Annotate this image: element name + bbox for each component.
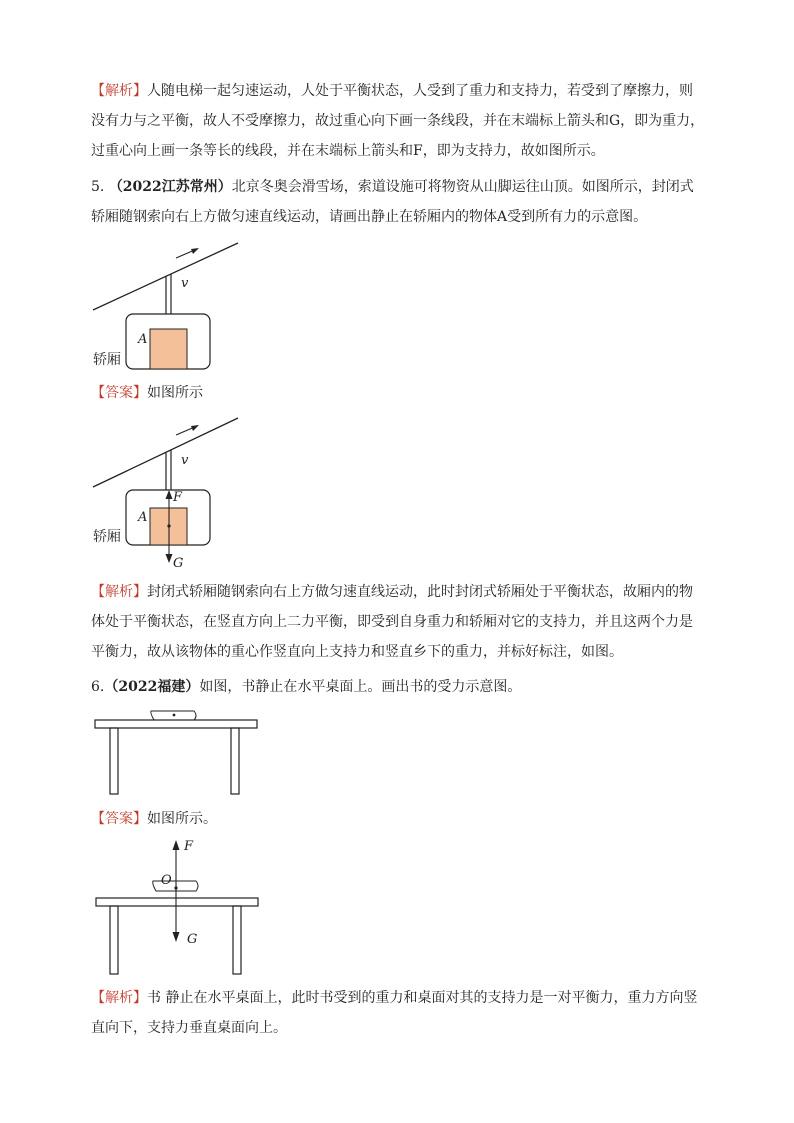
analysis-text: 书 静止在水平桌面上，此时书受到的重力和桌面对其的支持力是一对平衡力，重力方向竖直向下，支持力垂直桌面向上。 <box>91 990 698 1036</box>
analysis-tag: 【解析】 <box>91 584 147 600</box>
q6-analysis <box>91 983 706 1043</box>
question-source: （2022江苏常州） <box>108 179 232 195</box>
force-up-label: F <box>184 839 194 854</box>
analysis-text: 人随电梯一起匀速运动，人处于平衡状态，人受到了重力和支持力，若受到了摩擦力，则没有力与之平衡，故人不受摩擦力，故过重心向下画一条线段，并在末端标上箭头和G，即为重力，过重心向上画一条等长的线段，并在末端标上箭头和F，即为支持力，故如图所示。 <box>91 83 705 159</box>
question-text: 如图，书静止在水平桌面上。画出书的受力示意图。 <box>199 679 522 695</box>
table-leg-right <box>233 906 241 974</box>
book <box>153 881 198 891</box>
force-up-arrowhead <box>173 840 180 850</box>
table-top <box>96 898 258 906</box>
force-down-arrowhead <box>173 932 180 942</box>
answer-text: 如图所示 <box>147 385 203 401</box>
car-label: 轿厢 <box>93 529 121 545</box>
point-label: O <box>161 873 172 888</box>
question-text: 北京冬奥会滑雪场，索道设施可将物资从山脚运往山顶。如图所示，封闭式轿厢随钢索向右上方做匀速直线运动，请画出静止在轿厢内的物体A受到所有力的示意图。 <box>91 179 694 225</box>
analysis-tag: 【解析】 <box>91 83 147 99</box>
question-source: （2022福建） <box>104 679 200 695</box>
block-label: A <box>138 332 148 347</box>
velocity-label: v <box>181 453 189 468</box>
question-number: 6. <box>91 679 105 695</box>
answer-tag: 【答案】 <box>91 811 147 827</box>
table-leg-left <box>110 906 118 974</box>
force-up-label: F <box>173 490 183 505</box>
force-down-label: G <box>187 932 198 947</box>
force-down-label: G <box>173 556 184 571</box>
block-label: A <box>138 510 148 525</box>
question-number: 5. <box>91 179 105 195</box>
analysis-text: 封闭式轿厢随钢索向右上方做匀速直线运动，此时封闭式轿厢处于平衡状态，故厢内的物体处于平衡状态，在竖直方向上二力平衡，即受到自身重力和轿厢对它的支持力，并且这两个力是平衡力，故从该物体的重心作竖直向上支持力和竖直乡下的重力，并标好标注，如图。 <box>91 584 693 660</box>
car-label: 轿厢 <box>93 352 121 368</box>
answer-text: 如图所示。 <box>147 811 217 827</box>
velocity-label: v <box>181 276 189 291</box>
answer-tag: 【答案】 <box>91 385 147 401</box>
analysis-tag: 【解析】 <box>91 990 147 1006</box>
